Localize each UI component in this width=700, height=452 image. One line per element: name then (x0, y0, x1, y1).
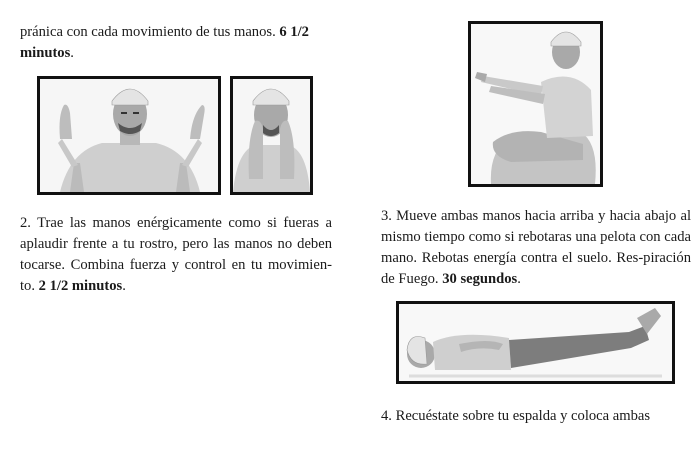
man-lying-on-back-illustration (399, 304, 672, 381)
intro-end: . (70, 45, 74, 61)
step-3-text: 3. Mueve ambas manos hacia arriba y hacia abajo al mismo tiempo como si rebotaras una pelota con cada mano. Rebotas energía contra el suelo. Res-piración de Fuego. (381, 208, 691, 287)
man-seated-hands-forward-illustration (471, 24, 600, 184)
man-hands-near-face-illustration (233, 79, 310, 192)
step-3-time: 30 segundos (442, 271, 518, 287)
intro-paragraph (20, 22, 338, 64)
step-4-text: 4. Recuéstate sobre tu espalda y coloca ambas (381, 408, 651, 424)
figure-2-photo-hands-raised (37, 76, 221, 195)
step-2-time: 2 1/2 minutos (38, 278, 123, 294)
step-2-end: . (122, 278, 126, 294)
step-3-end: . (517, 271, 521, 287)
figure-3-photo-seated-bouncing (468, 21, 603, 187)
intro-line1: pránica con cada movimiento de tus manos. (20, 24, 276, 40)
intro-bold-time: 6 1/2 (279, 24, 309, 40)
intro-bold-minutes: minutos (20, 45, 71, 61)
figure-4-photo-lying-down (396, 301, 675, 384)
figure-2-photo-hands-face (230, 76, 313, 195)
step-2-paragraph (20, 213, 332, 297)
man-hands-raised-illustration (40, 79, 218, 192)
step-3-paragraph (381, 206, 691, 290)
step-4-paragraph (381, 406, 691, 427)
step-2-text: 2. Trae las manos enérgicamente como si fueras a aplaudir frente a tu rostro, pero las manos no deben tocarse. Combina fuerza y control en tu movimien-to. (20, 215, 332, 294)
